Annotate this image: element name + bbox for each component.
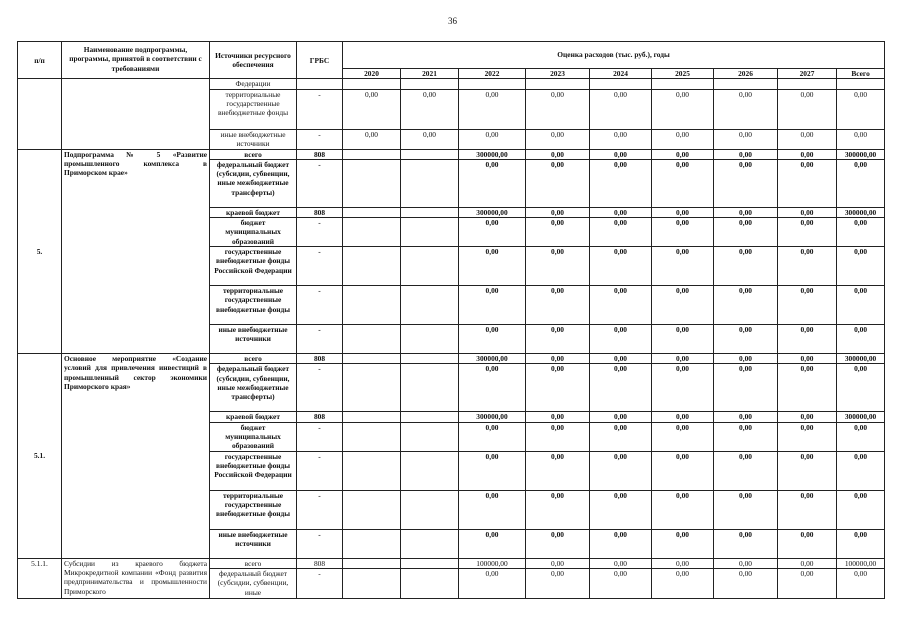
- value-cell: 0,00: [652, 286, 714, 325]
- value-cell: 100000,00: [837, 558, 885, 568]
- value-cell: 0,00: [526, 451, 590, 490]
- value-cell: 0,00: [590, 569, 652, 599]
- value-cell: 0,00: [459, 89, 526, 129]
- value-cell: 0,00: [590, 558, 652, 568]
- grbs-cell: -: [297, 529, 343, 558]
- table-row: [18, 149, 885, 159]
- value-cell: [401, 79, 459, 89]
- value-cell: 300000,00: [837, 149, 885, 159]
- value-cell: 0,00: [459, 247, 526, 286]
- value-cell: [401, 412, 459, 422]
- value-cell: 0,00: [526, 247, 590, 286]
- value-cell: 0,00: [714, 247, 778, 286]
- grbs-cell: -: [297, 325, 343, 354]
- value-cell: 0,00: [401, 89, 459, 129]
- value-cell: 0,00: [590, 529, 652, 558]
- value-cell: 0,00: [837, 451, 885, 490]
- value-cell: [401, 569, 459, 599]
- value-cell: 0,00: [526, 218, 590, 247]
- value-cell: 0,00: [590, 490, 652, 529]
- value-cell: [343, 364, 401, 412]
- header-np: п/п: [18, 42, 62, 79]
- value-cell: [343, 247, 401, 286]
- value-cell: 0,00: [590, 451, 652, 490]
- value-cell: 0,00: [459, 325, 526, 354]
- value-cell: [401, 490, 459, 529]
- value-cell: 0,00: [652, 364, 714, 412]
- header-name: Наименование подпрограммы, программы, принятой в соответствии с требованиями: [62, 42, 210, 79]
- value-cell: 0,00: [652, 247, 714, 286]
- value-cell: [343, 354, 401, 364]
- value-cell: 0,00: [526, 354, 590, 364]
- header-year: 2020: [343, 69, 401, 79]
- value-cell: 0,00: [778, 451, 837, 490]
- value-cell: 0,00: [590, 364, 652, 412]
- header-estimate: Оценка расходов (тыс. руб.), годы: [343, 42, 885, 69]
- value-cell: [590, 79, 652, 89]
- value-cell: 0,00: [590, 218, 652, 247]
- grbs-cell: -: [297, 89, 343, 129]
- grbs-cell: -: [297, 490, 343, 529]
- value-cell: 0,00: [778, 247, 837, 286]
- grbs-cell: -: [297, 422, 343, 451]
- value-cell: 0,00: [590, 247, 652, 286]
- value-cell: 0,00: [837, 247, 885, 286]
- value-cell: [837, 79, 885, 89]
- grbs-cell: -: [297, 129, 343, 149]
- value-cell: 0,00: [459, 422, 526, 451]
- value-cell: 0,00: [714, 354, 778, 364]
- grbs-cell: -: [297, 451, 343, 490]
- value-cell: 0,00: [526, 569, 590, 599]
- header-year: 2027: [778, 69, 837, 79]
- value-cell: [652, 79, 714, 89]
- value-cell: 0,00: [590, 422, 652, 451]
- value-cell: 0,00: [837, 325, 885, 354]
- grbs-cell: -: [297, 286, 343, 325]
- value-cell: 0,00: [526, 286, 590, 325]
- source-cell: территориальные государственные внебюджетные фонды: [210, 286, 297, 325]
- source-cell: всего: [210, 558, 297, 568]
- grbs-cell: 808: [297, 149, 343, 159]
- value-cell: 0,00: [590, 207, 652, 217]
- page-number: 36: [448, 16, 457, 26]
- value-cell: [401, 354, 459, 364]
- value-cell: 0,00: [778, 159, 837, 207]
- name-cell: Подпрограмма № 5 «Развитие промышленного комплекса в Приморском крае»: [62, 149, 210, 354]
- header-year: 2025: [652, 69, 714, 79]
- value-cell: 300000,00: [459, 412, 526, 422]
- value-cell: [343, 159, 401, 207]
- header-year: 2024: [590, 69, 652, 79]
- value-cell: [343, 79, 401, 89]
- source-cell: краевой бюджет: [210, 412, 297, 422]
- name-cell: Основное мероприятие «Создание условий для привлечения инвестиций в промышленный сектор экономики Приморского края»: [62, 354, 210, 559]
- source-cell: территориальные государственные внебюджетные фонды: [210, 490, 297, 529]
- grbs-cell: -: [297, 247, 343, 286]
- row-number-cell: 5.1.: [18, 354, 62, 559]
- value-cell: 0,00: [526, 207, 590, 217]
- value-cell: 0,00: [837, 529, 885, 558]
- header-year: 2022: [459, 69, 526, 79]
- value-cell: 0,00: [714, 422, 778, 451]
- value-cell: 0,00: [714, 207, 778, 217]
- value-cell: 0,00: [778, 286, 837, 325]
- value-cell: 0,00: [837, 89, 885, 129]
- value-cell: 0,00: [590, 89, 652, 129]
- value-cell: 0,00: [459, 529, 526, 558]
- grbs-cell: 808: [297, 207, 343, 217]
- value-cell: 0,00: [652, 129, 714, 149]
- value-cell: [343, 412, 401, 422]
- value-cell: 0,00: [778, 354, 837, 364]
- expenditure-table: [17, 41, 885, 599]
- value-cell: 0,00: [652, 159, 714, 207]
- value-cell: 0,00: [714, 558, 778, 568]
- value-cell: 0,00: [652, 451, 714, 490]
- value-cell: [401, 218, 459, 247]
- value-cell: 0,00: [401, 129, 459, 149]
- value-cell: 0,00: [778, 558, 837, 568]
- name-cell: [62, 79, 210, 149]
- value-cell: 0,00: [778, 129, 837, 149]
- value-cell: 0,00: [526, 325, 590, 354]
- value-cell: 0,00: [652, 218, 714, 247]
- value-cell: 0,00: [714, 569, 778, 599]
- value-cell: 0,00: [714, 286, 778, 325]
- value-cell: 0,00: [837, 218, 885, 247]
- value-cell: 0,00: [652, 490, 714, 529]
- header-year: 2026: [714, 69, 778, 79]
- value-cell: 0,00: [459, 490, 526, 529]
- value-cell: 0,00: [837, 490, 885, 529]
- value-cell: 0,00: [714, 89, 778, 129]
- value-cell: 0,00: [652, 422, 714, 451]
- value-cell: [459, 79, 526, 89]
- source-cell: всего: [210, 149, 297, 159]
- value-cell: 0,00: [714, 451, 778, 490]
- value-cell: 0,00: [778, 569, 837, 599]
- value-cell: 100000,00: [459, 558, 526, 568]
- value-cell: 0,00: [526, 529, 590, 558]
- value-cell: [343, 218, 401, 247]
- value-cell: 0,00: [778, 207, 837, 217]
- value-cell: 0,00: [459, 218, 526, 247]
- source-cell: федеральный бюджет (субсидии, субвенции, иные: [210, 569, 297, 599]
- value-cell: [714, 79, 778, 89]
- value-cell: 0,00: [837, 286, 885, 325]
- value-cell: 0,00: [652, 569, 714, 599]
- value-cell: [401, 558, 459, 568]
- value-cell: 0,00: [590, 149, 652, 159]
- grbs-cell: 808: [297, 412, 343, 422]
- value-cell: [343, 529, 401, 558]
- value-cell: 0,00: [652, 354, 714, 364]
- value-cell: 0,00: [778, 218, 837, 247]
- value-cell: [401, 247, 459, 286]
- table-row: [18, 558, 885, 568]
- source-cell: федеральный бюджет (субсидии, субвенции, иные межбюджетные трансферты): [210, 159, 297, 207]
- value-cell: [401, 451, 459, 490]
- value-cell: 0,00: [837, 422, 885, 451]
- value-cell: 0,00: [590, 412, 652, 422]
- header-year: Всего: [837, 69, 885, 79]
- grbs-cell: 808: [297, 354, 343, 364]
- value-cell: 0,00: [526, 149, 590, 159]
- value-cell: [343, 569, 401, 599]
- source-cell: государственные внебюджетные фонды Российской Федерации: [210, 247, 297, 286]
- value-cell: 0,00: [714, 529, 778, 558]
- value-cell: 0,00: [652, 558, 714, 568]
- value-cell: 0,00: [590, 159, 652, 207]
- value-cell: 0,00: [343, 129, 401, 149]
- value-cell: 0,00: [526, 89, 590, 129]
- value-cell: [778, 79, 837, 89]
- value-cell: 0,00: [459, 129, 526, 149]
- value-cell: 0,00: [652, 412, 714, 422]
- value-cell: 0,00: [778, 529, 837, 558]
- table-row: [18, 354, 885, 364]
- value-cell: 0,00: [714, 412, 778, 422]
- row-number-cell: 5.1.1.: [18, 558, 62, 598]
- value-cell: 0,00: [837, 159, 885, 207]
- value-cell: 0,00: [714, 159, 778, 207]
- value-cell: 0,00: [714, 490, 778, 529]
- value-cell: 0,00: [343, 89, 401, 129]
- value-cell: [526, 79, 590, 89]
- value-cell: 0,00: [459, 364, 526, 412]
- value-cell: 0,00: [590, 354, 652, 364]
- value-cell: [343, 149, 401, 159]
- source-cell: бюджет муниципальных образований: [210, 218, 297, 247]
- grbs-cell: -: [297, 569, 343, 599]
- value-cell: 0,00: [459, 451, 526, 490]
- value-cell: 0,00: [526, 490, 590, 529]
- value-cell: 300000,00: [459, 207, 526, 217]
- value-cell: [401, 422, 459, 451]
- value-cell: 0,00: [778, 89, 837, 129]
- value-cell: 0,00: [459, 569, 526, 599]
- value-cell: [401, 286, 459, 325]
- value-cell: 0,00: [459, 159, 526, 207]
- value-cell: 300000,00: [837, 354, 885, 364]
- source-cell: государственные внебюджетные фонды Российской Федерации: [210, 451, 297, 490]
- value-cell: [343, 451, 401, 490]
- value-cell: 0,00: [778, 422, 837, 451]
- value-cell: 0,00: [526, 159, 590, 207]
- value-cell: 0,00: [526, 412, 590, 422]
- value-cell: 0,00: [590, 129, 652, 149]
- source-cell: иные внебюджетные источники: [210, 129, 297, 149]
- value-cell: 0,00: [714, 325, 778, 354]
- value-cell: [401, 159, 459, 207]
- source-cell: федеральный бюджет (субсидии, субвенции, иные межбюджетные трансферты): [210, 364, 297, 412]
- value-cell: [343, 422, 401, 451]
- value-cell: 0,00: [652, 89, 714, 129]
- grbs-cell: [297, 79, 343, 89]
- value-cell: 0,00: [526, 364, 590, 412]
- row-number-cell: [18, 79, 62, 149]
- source-cell: иные внебюджетные источники: [210, 529, 297, 558]
- source-cell: бюджет муниципальных образований: [210, 422, 297, 451]
- value-cell: [343, 558, 401, 568]
- value-cell: 300000,00: [459, 354, 526, 364]
- value-cell: 0,00: [590, 325, 652, 354]
- value-cell: 0,00: [837, 569, 885, 599]
- source-cell: всего: [210, 354, 297, 364]
- value-cell: 0,00: [778, 325, 837, 354]
- value-cell: 0,00: [652, 529, 714, 558]
- value-cell: 0,00: [590, 286, 652, 325]
- value-cell: 0,00: [652, 325, 714, 354]
- value-cell: [401, 149, 459, 159]
- value-cell: [343, 325, 401, 354]
- value-cell: 0,00: [526, 558, 590, 568]
- value-cell: [401, 364, 459, 412]
- header-grbs: ГРБС: [297, 42, 343, 79]
- value-cell: [401, 207, 459, 217]
- value-cell: 0,00: [526, 129, 590, 149]
- value-cell: [401, 325, 459, 354]
- value-cell: [343, 286, 401, 325]
- grbs-cell: -: [297, 364, 343, 412]
- value-cell: 0,00: [778, 490, 837, 529]
- value-cell: [343, 490, 401, 529]
- value-cell: 0,00: [714, 129, 778, 149]
- value-cell: 0,00: [837, 129, 885, 149]
- grbs-cell: -: [297, 159, 343, 207]
- value-cell: 0,00: [837, 364, 885, 412]
- source-cell: территориальные государственные внебюджетные фонды: [210, 89, 297, 129]
- value-cell: 0,00: [714, 364, 778, 412]
- value-cell: [401, 529, 459, 558]
- table-row: [18, 79, 885, 89]
- value-cell: 300000,00: [459, 149, 526, 159]
- name-cell: Субсидии из краевого бюджета Микрокредитной компании «Фонд развития предпринимательства и промышленности Приморского: [62, 558, 210, 598]
- grbs-cell: -: [297, 218, 343, 247]
- value-cell: 0,00: [778, 364, 837, 412]
- value-cell: 300000,00: [837, 412, 885, 422]
- value-cell: 0,00: [526, 422, 590, 451]
- source-cell: краевой бюджет: [210, 207, 297, 217]
- header-year: 2023: [526, 69, 590, 79]
- header-year: 2021: [401, 69, 459, 79]
- row-number-cell: 5.: [18, 149, 62, 354]
- header-source: Источники ресурсного обеспечения: [210, 42, 297, 79]
- grbs-cell: 808: [297, 558, 343, 568]
- value-cell: 0,00: [714, 218, 778, 247]
- value-cell: 300000,00: [837, 207, 885, 217]
- value-cell: 0,00: [778, 412, 837, 422]
- value-cell: 0,00: [714, 149, 778, 159]
- source-cell: Федерации: [210, 79, 297, 89]
- value-cell: 0,00: [652, 149, 714, 159]
- source-cell: иные внебюджетные источники: [210, 325, 297, 354]
- value-cell: 0,00: [778, 149, 837, 159]
- value-cell: [343, 207, 401, 217]
- value-cell: 0,00: [652, 207, 714, 217]
- value-cell: 0,00: [459, 286, 526, 325]
